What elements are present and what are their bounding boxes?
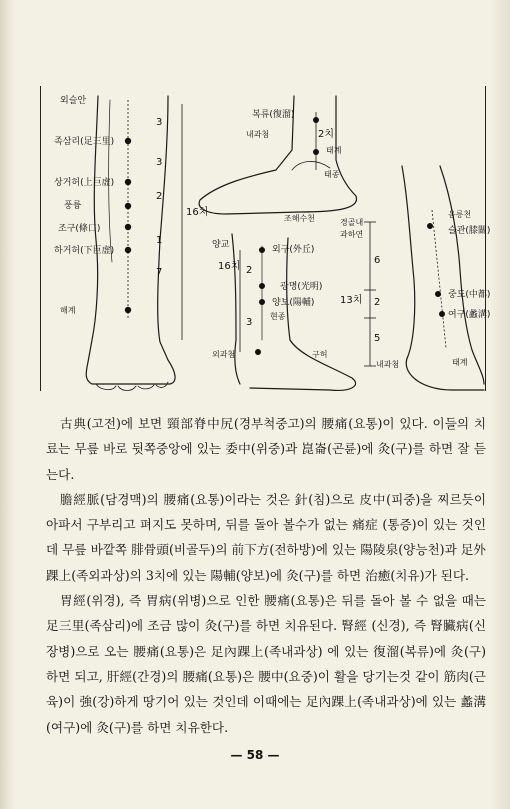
- measure-16chi: 16치: [186, 207, 209, 218]
- label-bokryu: 복류(復溜): [252, 110, 295, 120]
- label-hageoheo: 하거허(下巨虚): [54, 246, 115, 256]
- text-line: 찌르듯이 아파서 구부리고 펴지도 못하며, 뒤를 돌아 볼수가 없는 痛症: [46, 491, 486, 533]
- text-line: 하면 치유한다.: [147, 719, 229, 735]
- point-dot: [427, 223, 433, 229]
- paragraph: [46, 487, 486, 588]
- point-dot: [255, 349, 261, 355]
- text-line: (통증)이 있는 것인데 무릎 바깥쪽 腓骨頭(비골두)의 前下方(전하방)에: [46, 517, 487, 558]
- label-yangbo: 양보(陽輔): [272, 298, 315, 308]
- label-eumneungcheon: 음릉천: [448, 210, 472, 219]
- label-oeseulan: 외슬안: [60, 96, 87, 106]
- text-line: 灸(구)를 하면 治癒(치유)가 된다.: [286, 567, 469, 583]
- point-dot: [125, 203, 131, 209]
- right-meridian-line: [432, 210, 446, 348]
- label-gwangmyeong: 광명(光明): [280, 282, 323, 292]
- left-foot-toes: [96, 382, 168, 391]
- label-joksamni: 족삼리(足三里): [54, 137, 115, 147]
- point-dot: [125, 224, 131, 230]
- text-line: 膽經脈(담경맥)의 腰痛(요통)이라는 것은 針(침)으로 皮中(피중)을: [60, 491, 433, 507]
- measure-16chi-center: 16치: [218, 261, 241, 272]
- label-hyeonjong: 현종: [270, 312, 286, 321]
- point-dot: [259, 247, 265, 253]
- body-text: [46, 411, 486, 740]
- point-dot: [435, 291, 441, 297]
- point-dot: [439, 311, 445, 317]
- measure-2-scale: 2: [374, 297, 381, 308]
- measure-2chi: 2치: [318, 129, 335, 140]
- label-taegye-right: 태계: [452, 358, 468, 367]
- point-dot: [259, 299, 265, 305]
- label-seulgwan: 슬관(膝關): [448, 226, 491, 236]
- label-oegwacheom: 외과첨: [212, 350, 236, 359]
- point-dot: [313, 117, 319, 123]
- point-dot: [125, 247, 131, 253]
- center-leg-outline: [232, 234, 356, 390]
- label-haegye: 해계: [60, 306, 76, 315]
- label-johaesucheon: 조해수천: [284, 214, 315, 223]
- label-sanggeoheo: 상거허(上巨虚): [54, 178, 115, 188]
- label-jungdo: 중도(中都): [448, 290, 491, 300]
- point-dot: [313, 149, 319, 155]
- measure-2: 2: [156, 191, 163, 202]
- page-number: — 58 —: [230, 748, 280, 762]
- label-naegwacheom: 내과첨: [246, 130, 270, 139]
- measure-3-top: 3: [156, 117, 163, 128]
- point-dot: [259, 283, 265, 289]
- text-line: 없을 때는 足三里(족삼리)에 조금 많이 灸(구)를 하면 치유된다. 腎經: [46, 593, 486, 634]
- text-line: 에 있는 復溜(복류)에 灸(구)하면 되고, 肝經(간경)의 腰痛(요통)은: [46, 643, 486, 684]
- paragraph: [46, 588, 486, 740]
- measure-1: 1: [156, 235, 163, 246]
- measure-5: 5: [374, 333, 381, 344]
- label-taejong: 태종: [324, 170, 340, 179]
- label-oegu: 외구(外丘): [272, 245, 315, 255]
- point-dot: [125, 307, 131, 313]
- text-line: 있는 陽陵泉(양능천)과 足外踝上(족외과상)의 3치에 있는 陽輔(양보)에: [46, 542, 487, 583]
- text-line: 이들의 치료는 무릎 바로 뒷쪽중앙에 있는 委中(위중)과 崑崙(곤륜)에: [46, 416, 486, 457]
- text-line: 胃經(위경), 즉 胃病(위병)으로 인한 腰痛(요통)은 뒤를 돌아 볼 수: [60, 593, 429, 609]
- measure-13chi: 13치: [340, 295, 363, 306]
- label-yanggyo: 양교: [212, 240, 230, 250]
- top-foot-ankle: [292, 161, 330, 170]
- point-dot: [125, 138, 131, 144]
- label-gwahayeon: 과하연: [340, 230, 364, 239]
- label-naegwacheom-scale: 내과첨: [376, 360, 400, 369]
- measure-3: 3: [156, 157, 163, 168]
- label-yeogu: 여구(蠡溝): [448, 310, 491, 320]
- measure-7: 7: [156, 267, 163, 278]
- text-line: (신경), 즉 腎臟病(신장병)으로 오는 腰痛(요통)은 足內踝上(족내과상): [46, 618, 486, 659]
- measure-2-center: 2: [246, 265, 253, 276]
- paragraph: [46, 411, 486, 487]
- label-guheo: 구허: [312, 350, 328, 359]
- label-pungryung: 풍륭: [64, 201, 82, 211]
- label-taegye: 태계: [326, 146, 342, 155]
- text-line: 古典(고전)에 보면 頸部脊中尻(경부척중고)의 腰痛(요통)이 있다.: [60, 416, 428, 431]
- right-leg-outline: [402, 166, 484, 390]
- measure-3-center: 3: [246, 317, 253, 328]
- label-gyeonggolnae: 경골내: [340, 218, 364, 227]
- text-line: 것인데 이때에는 足內踝上(족내과상)에 있는 蠡溝(여구)에 灸(구)를: [46, 694, 486, 735]
- point-dot: [125, 179, 131, 185]
- label-jogu: 조구(條口): [58, 224, 101, 234]
- text-line: 灸(구)를 하면 잘 듣는다.: [46, 441, 486, 482]
- measure-6: 6: [374, 255, 381, 266]
- text-line: 腰中(요중)이 활을 당기는것 같이 筋肉(근육)이 強(강)하게 땅기어 있는: [46, 668, 486, 710]
